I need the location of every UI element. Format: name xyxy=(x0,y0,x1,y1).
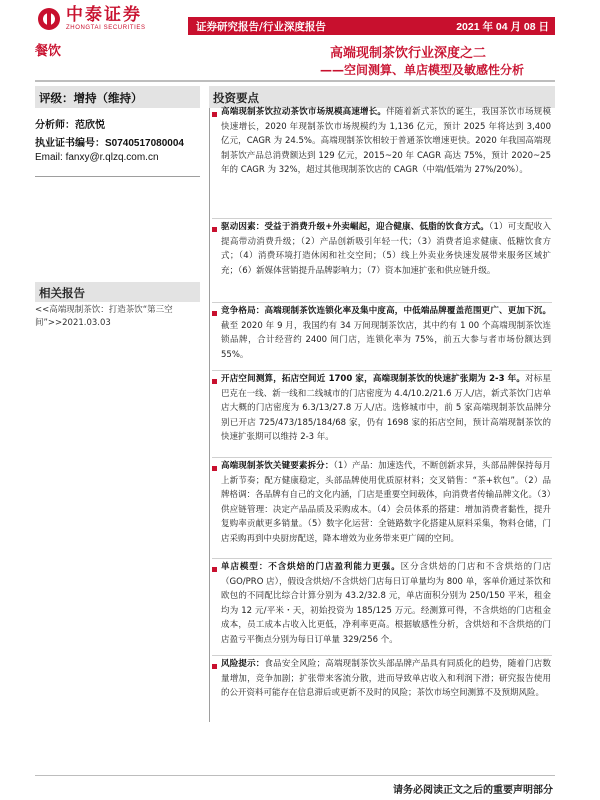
para-lead: 风险提示： xyxy=(221,659,265,669)
footer-disclaimer: 请务必阅读正文之后的重要声明部分 xyxy=(393,785,553,796)
analyst-email[interactable]: fanxy@r.qlzq.com.cn xyxy=(65,152,159,163)
header-band xyxy=(188,17,555,35)
section-divider xyxy=(212,218,552,219)
section-divider xyxy=(212,302,552,303)
logo-cn: 中泰证券 xyxy=(66,5,142,25)
sector-label: 餐饮 xyxy=(35,44,62,59)
report-type: 证券研究报告/行业深度报告 xyxy=(196,21,326,33)
para-lead: 高端现制茶饮关键要素拆分： xyxy=(221,461,334,471)
para-text: 对标星巴克在一线、新一线和二线城市的门店密度为 4.4/10.2/21.6 万人/店，新式茶饮门店单店大概的门店密度为 6.3/13/27.8 万人/店。选修城市中，前 5 家高端现制茶饮品牌分别已开店 725/473/185/184/68 家，仍有 1698 家的拓店空间，预计高端现制茶饮的快速扩张期可以维持 2-3 年。 xyxy=(221,374,551,443)
title-divider xyxy=(35,80,555,82)
related-report-link[interactable]: <<高端现制茶饮：打造茶饮“第三空间”>>2021.03.03 xyxy=(35,305,173,328)
section-divider xyxy=(212,457,552,458)
bullet-icon xyxy=(212,227,217,232)
para-key-elements xyxy=(221,459,551,547)
para-risks xyxy=(221,657,551,701)
analyst-email-label: Email: xyxy=(35,152,66,163)
para-lead: 竞争格局：高端现制茶饮连锁化率及集中度高，中低端品牌覆盖范围更广、更加下沉。 xyxy=(221,306,551,316)
para-drivers xyxy=(221,220,551,278)
section-divider xyxy=(212,370,552,371)
para-text: 区分含烘焙的门店和不含烘焙的门店（GO/PRO 店），假设含烘焙/不含烘焙门店每日订单量均为 800 单，客单价通过茶饮和欧包的不同配比综合计算分别为 43.2/32.8 元，单店面积分别为 250/150 平米，租金均为 12 元/平米・天，初始投资为 185/125 万元。经测算可得，不含烘焙的门店租金成本，员工成本占收入比更低，净利率更高。根据敏感性分析，含烘焙和不含烘焙的门店盈亏平衡点分别为每日订单量 329/256 个。 xyxy=(221,562,551,645)
related-reports-title: 相关报告 xyxy=(39,286,85,300)
investment-title: 投资要点 xyxy=(213,91,259,105)
bullet-icon xyxy=(212,664,217,669)
analyst-email-row xyxy=(35,152,159,163)
bullet-icon xyxy=(212,379,217,384)
logo-mark-icon xyxy=(38,8,60,30)
analyst-divider xyxy=(35,176,200,177)
bullet-icon xyxy=(212,112,217,117)
analyst-cert-row xyxy=(35,134,184,149)
para-text: 伴随着新式茶饮的诞生，我国茶饮市场规模快速增长，2020 年现制茶饮市场规模约为 1,136 亿元，预计 2025 年将达到 3,400 亿元，CAGR 为 24.5%。高端现制茶饮相较于普通茶饮增速更快。2020 年我国高端现制茶饮产品总消费额达到 129 亿元，2015~20 年 CAGR 高达 75%，预计 2020~25 年的 CAGR 为 32%，超过其他现制茶饮店的 CAGR（中端/低端为 27%/20%）。 xyxy=(221,107,551,176)
rating-box xyxy=(35,86,200,108)
para-text: （1）可支配收入提高带动消费升级；（2）产品创新吸引年轻一代；（3）消费者追求健康、低糖饮食方式；（4）消费环境打造休闲和社交空间；（5）线上外卖业务快速发展带来服务区域扩充；（6）新媒体营销提升品牌影响力；（7）资本加速扩张和供应链升级。 xyxy=(221,222,551,276)
para-lead: 单店模型：不含烘焙的门店盈利能力更强。 xyxy=(221,562,401,572)
para-lead: 开店空间测算，拓店空间近 1700 家，高端现制茶饮的快速扩张期为 2-3 年。 xyxy=(221,374,526,384)
para-store-model xyxy=(221,560,551,648)
section-divider xyxy=(212,558,552,559)
analyst-cert-label: 执业证书编号： xyxy=(35,138,105,149)
para-market-size xyxy=(221,105,551,178)
report-date: 2021 年 04 月 08 日 xyxy=(456,21,549,33)
para-competition xyxy=(221,304,551,362)
analyst-name-row xyxy=(35,116,105,131)
section-divider xyxy=(212,655,552,656)
analyst-name-label: 分析师： xyxy=(35,120,75,131)
bullet-icon xyxy=(212,311,217,316)
rating-text: 评级：增持（维持） xyxy=(39,91,143,105)
para-text: 食品安全风险；高端现制茶饮头部品牌产品具有同质化的趋势，随着门店数量增加，竞争加剧；扩张带来客流分散，进而导致单店收入和利润下滑；研究报告使用的公开资料可能存在信息滞后或更新不及时的风险；茶饮市场空间测算不及预期风险。 xyxy=(221,659,551,699)
logo-en: ZHONGTAI SECURITIES xyxy=(66,25,146,31)
analyst-name: 范欣悦 xyxy=(75,120,105,131)
report-title: 高端现制茶饮行业深度之二 xyxy=(330,46,487,61)
report-subtitle: ——空间测算、单店模型及敏感性分析 xyxy=(320,63,525,77)
footer-divider xyxy=(35,775,555,776)
para-lead: 驱动因素：受益于消费升级+外卖崛起，迎合健康、低脂的饮食方式。 xyxy=(221,222,489,232)
related-reports-header xyxy=(35,282,200,302)
para-text: （1）产品：加速迭代，不断创新求异，头部品牌保持每月上新节奏；配方健康稳定，头部品牌使用优质原材料；交叉销售：“茶+软包”。（2）品牌格调：各品牌有自己的文化内涵，门店是重要空间载体，向消费者传输品牌文化。（3）供应链管理：决定产品品质及采购成本。（4）会员体系的搭建：增加消费者黏性，提升复购率贡献更多销量。（5）数字化运营：全链路数字化搭建从原料采集，物料仓储，门店采购再到中央厨房配送，降本增效为业务带来更广阔的空间。 xyxy=(221,461,551,544)
bullet-icon xyxy=(212,466,217,471)
analyst-cert: S0740517080004 xyxy=(105,138,184,149)
column-divider xyxy=(209,108,210,722)
company-logo xyxy=(38,6,146,31)
para-lead: 高端现制茶饮拉动茶饮市场规模高速增长。 xyxy=(221,107,387,117)
para-store-space xyxy=(221,372,551,445)
bullet-icon xyxy=(212,567,217,572)
para-text: 截至 2020 年 9 月，我国约有 34 万间现制茶饮店，其中约有 1 00 个高端现制茶饮连锁品牌，合计经营约 2400 间门店，连锁化率为 75%，前五大参与者市场份额达到 55%。 xyxy=(221,320,551,360)
